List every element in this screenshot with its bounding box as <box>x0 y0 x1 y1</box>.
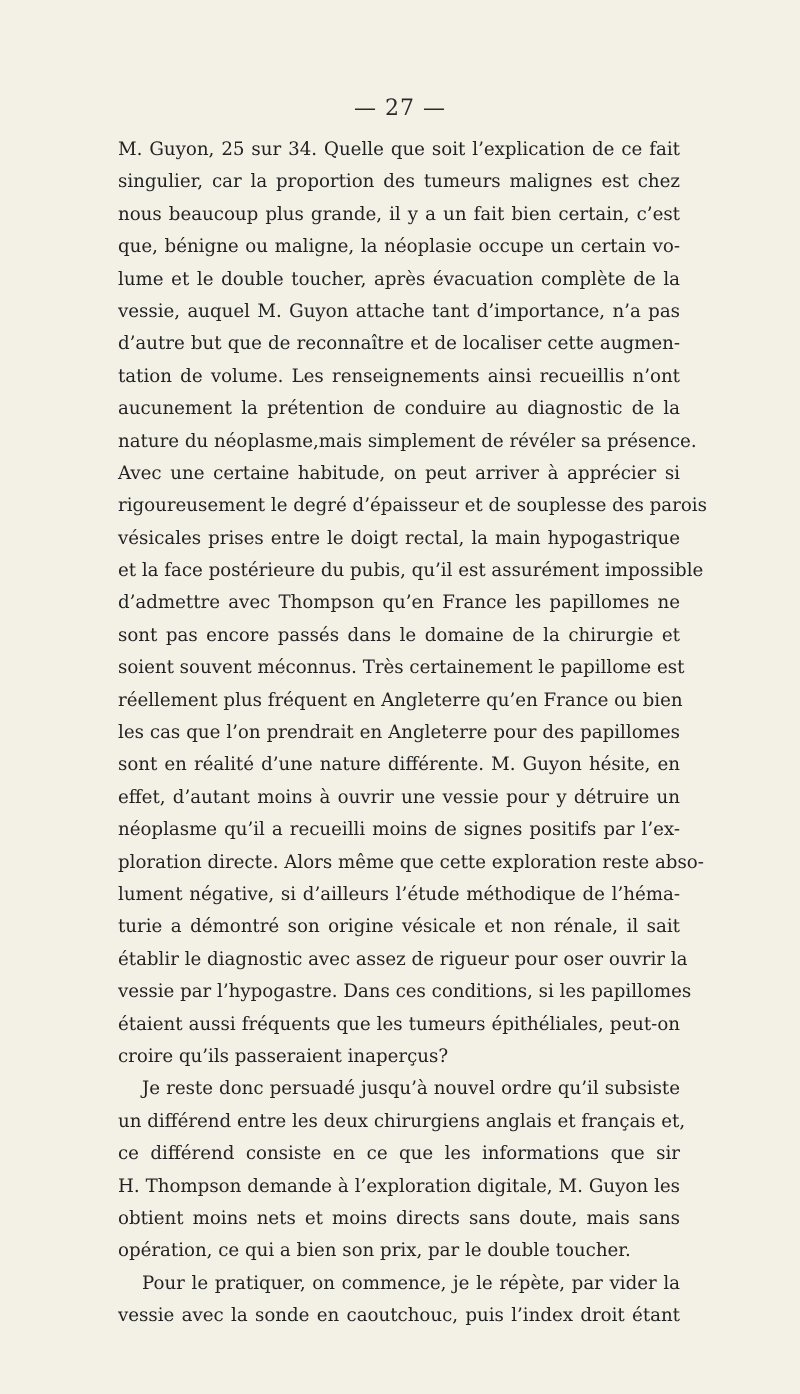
text-line: effet, d’autant moins à ouvrir une vessie pour y détruire un <box>118 786 680 808</box>
text-line: Pour le pratiquer, on commence, je le répète, par vider la <box>142 1272 680 1294</box>
text-line: Avec une certaine habitude, on peut arriver à apprécier si <box>118 462 680 484</box>
text-line: d’admettre avec Thompson qu’en France les papillomes ne <box>118 592 680 614</box>
text-line: tation de volume. Les renseignements ainsi recueillis n’ont <box>118 365 680 387</box>
text-line: sont en réalité d’une nature différente. M. Guyon hésite, en <box>118 754 680 776</box>
text-line: aucunement la prétention de conduire au diagnostic de la <box>118 398 680 420</box>
text-line: opération, ce qui a bien son prix, par le double toucher. <box>118 1240 631 1262</box>
text-line: croire qu’ils passeraient inaperçus? <box>118 1045 449 1067</box>
text-line: réellement plus fréquent en Angleterre qu’en France ou bien <box>118 689 683 711</box>
text-line: H. Thompson demande à l’exploration digitale, M. Guyon les <box>118 1175 680 1197</box>
page-number: — 27 — <box>354 96 446 121</box>
text-line: vessie, auquel M. Guyon attache tant d’importance, n’a pas <box>118 300 680 322</box>
text-line: singulier, car la proportion des tumeurs malignes est chez <box>118 171 680 193</box>
text-line: Je reste donc persuadé jusqu’à nouvel ordre qu’il subsiste <box>142 1078 680 1100</box>
text-line: que, bénigne ou maligne, la néoplasie occupe un certain vo- <box>118 236 680 258</box>
text-line: étaient aussi fréquents que les tumeurs épithéliales, peut-on <box>118 1013 680 1035</box>
text-line: établir le diagnostic avec assez de rigueur pour oser ouvrir la <box>118 948 688 970</box>
text-line: ce différend consiste en ce que les informations que sir <box>118 1143 680 1165</box>
text-line: ploration directe. Alors même que cette exploration reste abso- <box>118 851 704 873</box>
text-line: sont pas encore passés dans le domaine de la chirurgie et <box>118 624 680 646</box>
text-line: nous beaucoup plus grande, il y a un fait bien certain, c’est <box>118 203 680 225</box>
text-line: lume et le double toucher, après évacuation complète de la <box>118 268 680 290</box>
text-line: vésicales prises entre le doigt rectal, la main hypogastrique <box>118 527 680 549</box>
text-line: lument négative, si d’ailleurs l’étude méthodique de l’héma- <box>118 883 680 905</box>
text-line: néoplasme qu’il a recueilli moins de signes positifs par l’ex- <box>118 819 680 841</box>
text-line: M. Guyon, 25 sur 34. Quelle que soit l’explication de ce fait <box>118 139 680 160</box>
text-line: nature du néoplasme,mais simplement de révéler sa présence. <box>118 430 697 452</box>
text-line: obtient moins nets et moins directs sans doute, mais sans <box>118 1207 680 1229</box>
text-line: d’autre but que de reconnaître et de localiser cette augmen- <box>118 333 680 355</box>
text-line: vessie avec la sonde en caoutchouc, puis l’index droit étant <box>118 1305 680 1327</box>
text-line: turie a démontré son origine vésicale et non rénale, il sait <box>118 916 680 938</box>
text-line: un différend entre les deux chirurgiens anglais et français et, <box>118 1110 686 1132</box>
text-line: les cas que l’on prendrait en Angleterre pour des papillomes <box>118 722 680 744</box>
text-line: et la face postérieure du pubis, qu’il est assurément impossible <box>118 560 704 582</box>
text-line: rigoureusement le degré d’épaisseur et de souplesse des parois <box>118 495 707 517</box>
text-line: vessie par l’hypogastre. Dans ces conditions, si les papillomes <box>118 981 692 1003</box>
text-line: soient souvent méconnus. Très certainement le papillome est <box>118 657 685 679</box>
body-text <box>118 134 707 1332</box>
